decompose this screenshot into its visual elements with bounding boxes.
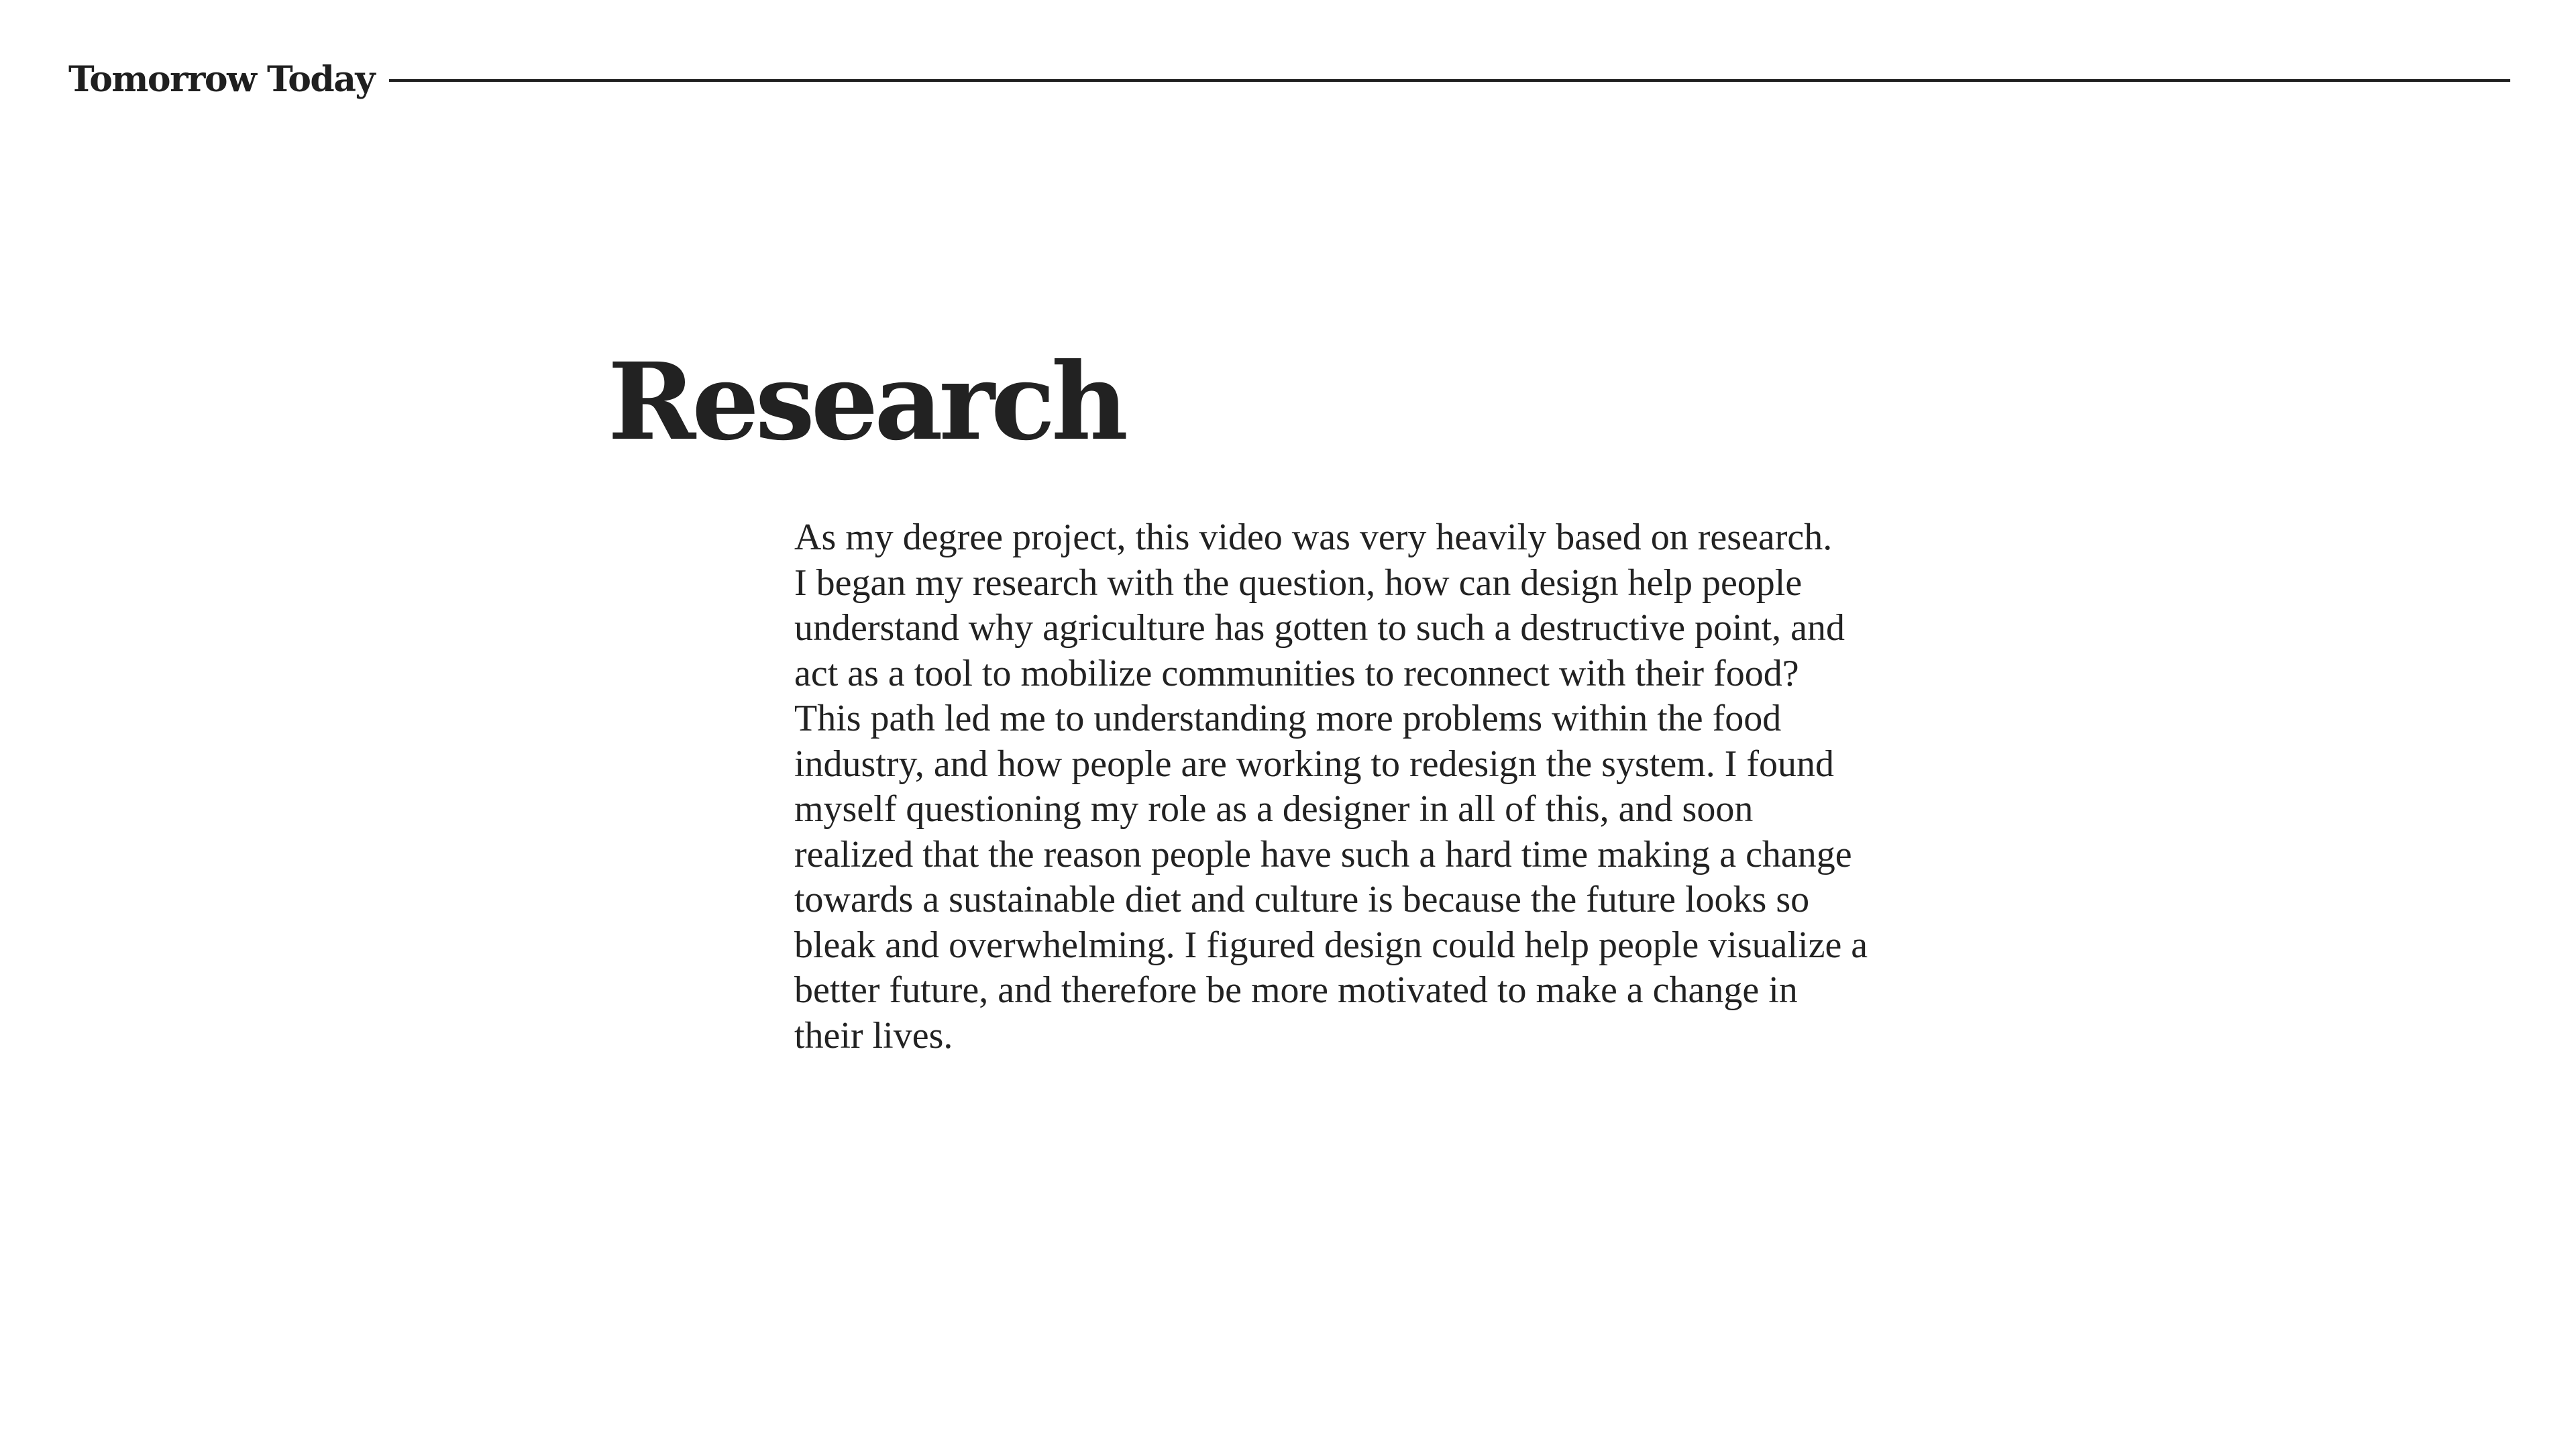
paragraph-line: myself questioning my role as a designer in all of this, and soon — [794, 788, 1754, 830]
research-paragraph — [794, 515, 1908, 1059]
paragraph-line: I began my research with the question, how can design help people — [794, 561, 1803, 604]
site-header — [68, 52, 2510, 106]
paragraph-line: understand why agriculture has gotten to such a destructive point, and — [794, 607, 1845, 649]
paragraph-line: bleak and overwhelming. I figured design could help people visualize a — [794, 924, 1868, 966]
paragraph-line: better future, and therefore be more motivated to make a change in — [794, 969, 1798, 1011]
site-logo-title[interactable]: Tomorrow Today — [68, 58, 375, 100]
paragraph-line: This path led me to understanding more problems within the food — [794, 698, 1782, 739]
header-divider — [389, 79, 2510, 82]
paragraph-line: towards a sustainable diet and culture is because the future looks so — [794, 879, 1810, 920]
paragraph-line: industry, and how people are working to redesign the system. I found — [794, 743, 1835, 785]
paragraph-line: As my degree project, this video was very heavily based on research. — [794, 517, 1833, 558]
paragraph-line: act as a tool to mobilize communities to reconnect with their food? — [794, 652, 1799, 694]
paragraph-line: their lives. — [794, 1014, 953, 1057]
paragraph-line: realized that the reason people have such a hard time making a change — [794, 833, 1852, 875]
page-title: Research — [608, 340, 1125, 464]
